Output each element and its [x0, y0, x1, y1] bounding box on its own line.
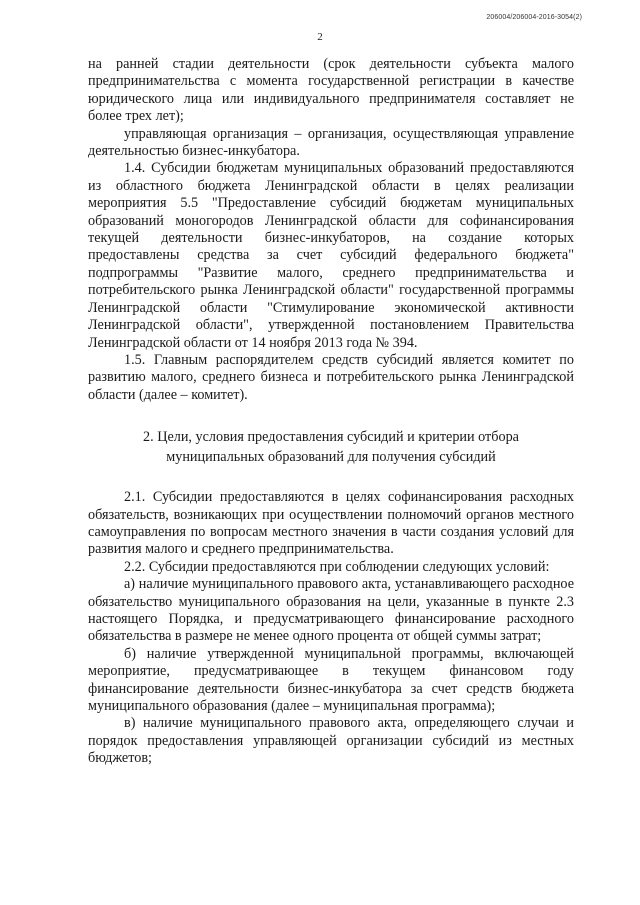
paragraph-condition-c: в) наличие муниципального правового акта, определяющего случаи и порядок предоставления управляющей организации субсидий из местных бюджетов;	[88, 715, 574, 767]
document-body	[88, 56, 574, 768]
paragraph-condition-a: а) наличие муниципального правового акта, устанавливающего расходное обязательство муниципального образования на цели, указанные в пункте 2.3 настоящего Порядка, и предусматривающего финансирование расходного обязательства в размере не менее одного процента от общей суммы затрат;	[88, 576, 574, 645]
paragraph-1-5: 1.5. Главным распорядителем средств субсидий является комитет по развитию малого, среднего бизнеса и потребительского рынка Ленинградской области (далее – комитет).	[88, 351, 574, 403]
section-heading-line-2: муниципальных образований для получения субсидий	[166, 449, 496, 466]
page-number: 2	[317, 31, 323, 43]
paragraph-1-4: 1.4. Субсидии бюджетам муниципальных образований предоставляются из областного бюджета Ленинградской области в целях реализации мероприятия 5.5 "Предоставление субсидий бюджетам муниципальных образований моногородов Ленинградской области для софинансирования текущей деятельности бизнес-инкубаторов, на создание которых предоставлены средства за счет субсидий федерального бюджета" подпрограммы "Развитие малого, среднего предпринимательства и потребительского рынка Ленинградской области" государственной программы Ленинградской области "Стимулирование экономической активности Ленинградской области", утвержденной постановлением Правительства Ленинградской области от 14 ноября 2013 года № 394.	[88, 160, 574, 351]
document-id: 206004/206004-2016-3054(2)	[486, 14, 582, 21]
paragraph-2-2: 2.2. Субсидии предоставляются при соблюдении следующих условий:	[124, 558, 550, 575]
paragraph-2-1: 2.1. Субсидии предоставляются в целях софинансирования расходных обязательств, возникающих при осуществлении полномочий органов местного самоуправления по вопросам местного значения в части создания условий для развития малого и среднего предпринимательства.	[88, 489, 574, 558]
paragraph-management-org: управляющая организация – организация, осуществляющая управление деятельностью бизнес-инкубатора.	[88, 125, 574, 160]
section-heading-line-1: 2. Цели, условия предоставления субсидий и критерии отбора	[143, 429, 519, 446]
section-heading	[88, 427, 574, 467]
paragraph-condition-b: б) наличие утвержденной муниципальной программы, включающей мероприятие, предусматривающее в текущем финансовом году финансирование деятельности бизнес-инкубатора за счет средств бюджета муниципального образования (далее – муниципальная программа);	[88, 645, 574, 714]
paragraph-stage: на ранней стадии деятельности (срок деятельности субъекта малого предпринимательства с момента государственной регистрации в качестве юридического лица или индивидуального предпринимателя составляет не более трех лет);	[88, 56, 574, 125]
